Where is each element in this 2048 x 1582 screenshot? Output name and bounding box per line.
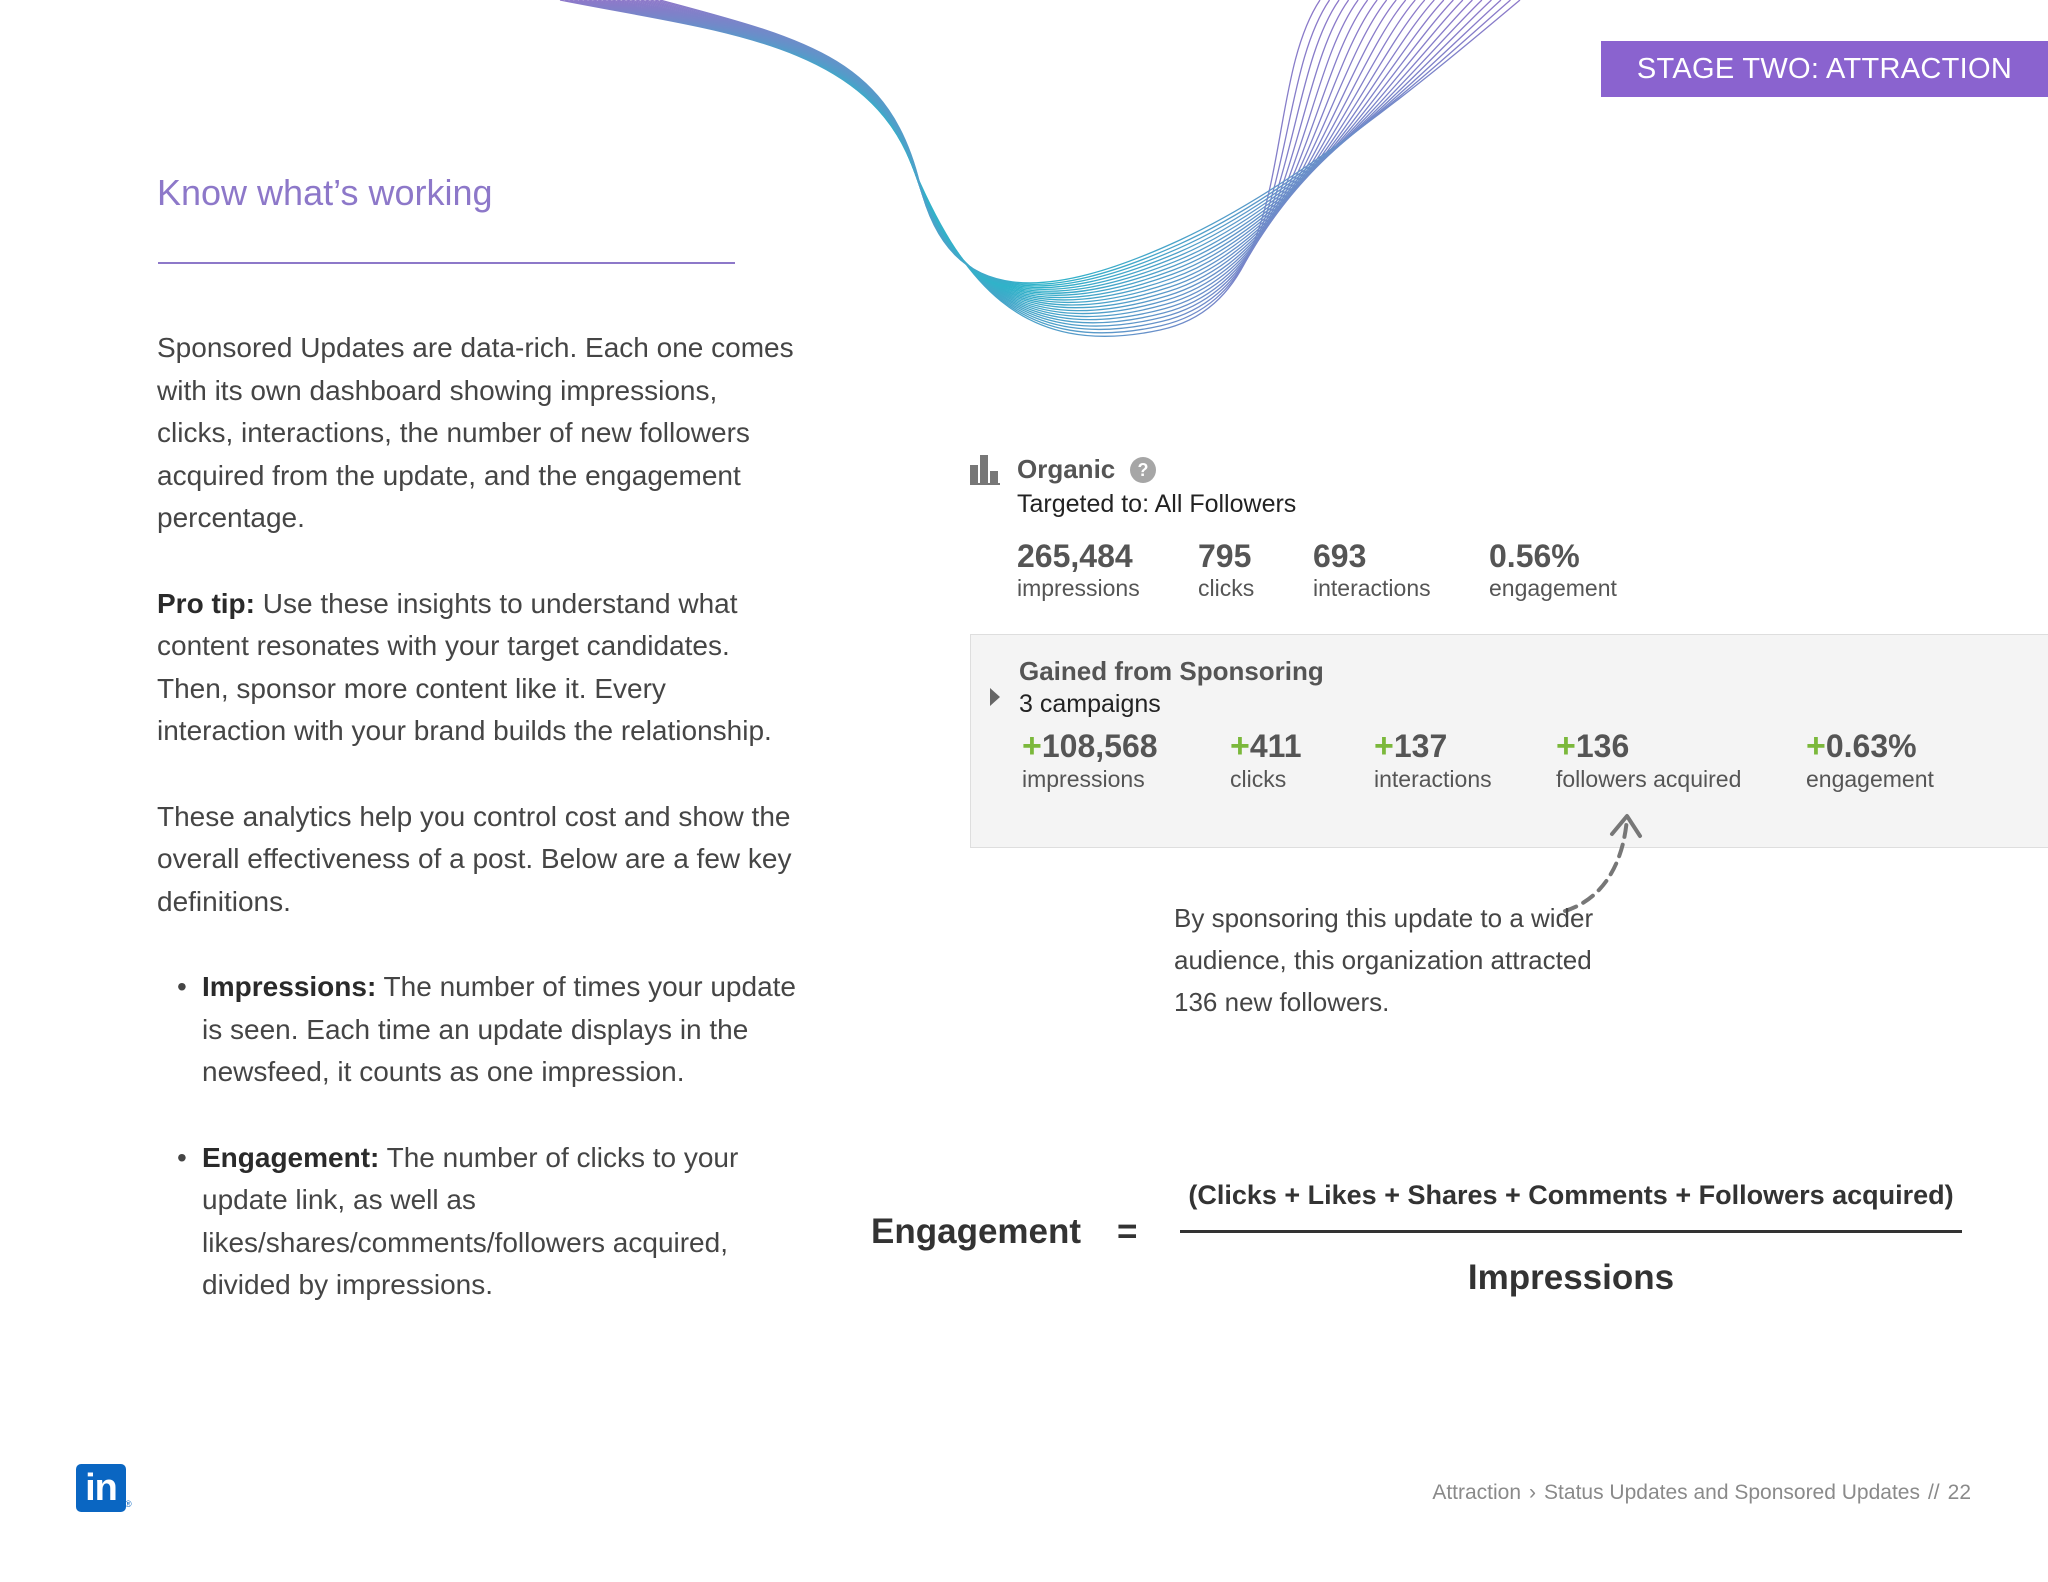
help-icon[interactable]: ? <box>1130 457 1156 483</box>
organic-title: Organic <box>1017 454 1116 484</box>
definition-item <box>157 1137 797 1307</box>
metric-label: impressions <box>1017 575 1140 601</box>
organic-metric <box>1017 538 1140 602</box>
linkedin-logo: in <box>76 1464 126 1512</box>
registered-mark: ® <box>125 1499 132 1509</box>
footer-breadcrumb <box>1428 1481 1975 1505</box>
footer-crumb[interactable]: Status Updates and Sponsored Updates <box>1544 1481 1920 1504</box>
organic-targeting: Targeted to: All Followers <box>1017 490 1297 518</box>
metric-value: 137 <box>1393 728 1448 764</box>
plus-icon: + <box>1806 727 1826 765</box>
definitions-list <box>157 966 797 1307</box>
definition-term: Engagement: <box>202 1141 380 1173</box>
intro-paragraph: Sponsored Updates are data-rich. Each one comes with its own dashboard showing impressions, clicks, interactions, the number of new followers acquired from the update, and the engagement percentage. <box>157 332 794 533</box>
organic-metric <box>1313 538 1431 602</box>
formula-lhs: Engagement <box>871 1212 1082 1251</box>
plus-icon: + <box>1022 727 1042 765</box>
body-text <box>157 327 797 1350</box>
metric-value: 411 <box>1249 728 1302 764</box>
fraction-bar <box>1180 1230 1962 1233</box>
sponsored-metric <box>1230 727 1301 793</box>
bar-chart-icon <box>970 455 1000 485</box>
section-title: Know what’s working <box>157 172 493 213</box>
page-separator: // <box>1927 1481 1940 1504</box>
metric-value: 108,568 <box>1041 728 1158 764</box>
metric-label: clicks <box>1198 575 1255 601</box>
metric-label: engagement <box>1489 575 1617 601</box>
metric-value: 0.63% <box>1825 728 1917 764</box>
metric-value: 136 <box>1575 728 1630 764</box>
pro-tip-label: Pro tip: <box>157 587 255 619</box>
organic-metric <box>1489 538 1617 602</box>
metric-value: 265,484 <box>1017 538 1133 574</box>
definition-term: Impressions: <box>202 971 377 1002</box>
sponsored-metric <box>1022 727 1158 793</box>
page-number: 22 <box>1947 1481 1971 1504</box>
metric-value: 795 <box>1198 538 1252 574</box>
metric-value: 0.56% <box>1489 538 1580 574</box>
metric-label: interactions <box>1374 766 1492 792</box>
plus-icon: + <box>1230 727 1250 765</box>
footer-crumb[interactable]: Attraction <box>1432 1481 1522 1504</box>
organic-metric <box>1198 538 1254 602</box>
sponsored-title: Gained from Sponsoring <box>1019 656 1324 686</box>
stage-banner: STAGE TWO: ATTRACTION <box>1601 41 2048 97</box>
metric-label: engagement <box>1806 766 1934 792</box>
breadcrumb-separator-icon: › <box>1529 1481 1537 1504</box>
metric-label: followers acquired <box>1556 766 1742 792</box>
title-divider <box>158 262 735 264</box>
campaign-count: 3 campaigns <box>1019 690 1161 718</box>
sponsored-metric <box>1556 727 1741 793</box>
plus-icon: + <box>1556 727 1576 765</box>
formula-denominator: Impressions <box>1467 1258 1675 1297</box>
expand-caret-icon[interactable] <box>990 688 1000 706</box>
definition-text: The number of clicks to your update link, as well as likes/shares/comments/followers acquired, divided by impressions. <box>202 1141 739 1300</box>
sponsored-metric <box>1806 727 1934 793</box>
metric-label: clicks <box>1230 766 1287 792</box>
pro-tip-text: Use these insights to understand what content resonates with your target candidates. Then, sponsor more content like it. Every interaction with your brand builds the relationship. <box>157 587 772 746</box>
metric-value: 693 <box>1313 538 1367 574</box>
formula-equals: = <box>1117 1212 1138 1251</box>
sponsored-metric <box>1374 727 1492 793</box>
analytics-paragraph: These analytics help you control cost and show the overall effectiveness of a post. Below are a few key definitions. <box>157 800 792 917</box>
metric-label: impressions <box>1022 766 1145 792</box>
decorative-wave <box>500 0 1560 380</box>
definition-text: The number of times your update is seen. Each time an update displays in the newsfeed, it counts as one impression. <box>202 971 796 1087</box>
metric-label: interactions <box>1313 575 1431 601</box>
formula-numerator: (Clicks + Likes + Shares + Comments + Followers acquired) <box>1188 1180 1954 1210</box>
annotation-text: By sponsoring this update to a wider audience, this organization attracted 136 new followers. <box>1174 903 1594 1017</box>
pro-tip-paragraph <box>157 583 797 753</box>
definition-item <box>157 966 797 1094</box>
plus-icon: + <box>1374 727 1394 765</box>
